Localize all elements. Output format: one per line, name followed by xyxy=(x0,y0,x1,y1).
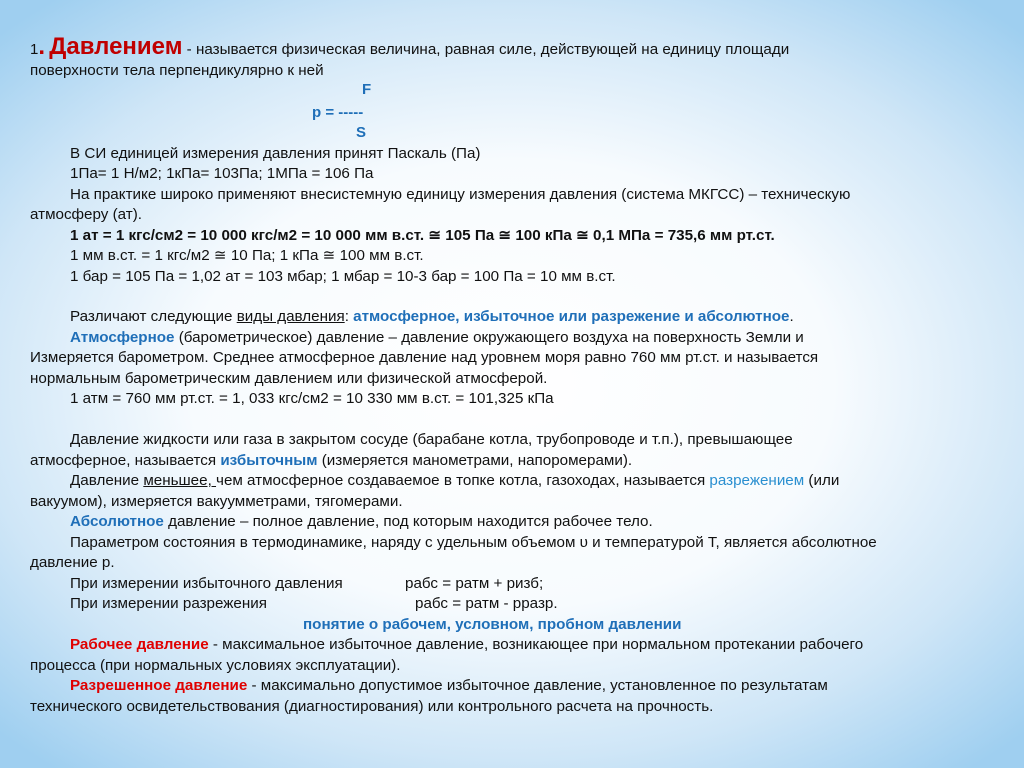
vacuum-text-c: (или xyxy=(804,472,840,489)
excess-line-6: Параметром состояния в термодинамике, наряду с удельным объемом υ и температурой Т, является абсолютное xyxy=(70,534,877,551)
atm-line-2: Измеряется барометром. Среднее атмосферное давление над уровнем моря равно 760 мм рт.ст. и называется xyxy=(30,349,819,366)
allowed-pressure-text: - максимально допустимое избыточное давление, установленное по результатам xyxy=(247,677,828,694)
si-line-4: атмосферу (ат). xyxy=(30,206,142,223)
excess-line-4: вакуумом), измеряется вакуумметрами, тягомерами. xyxy=(30,493,403,510)
formula-denominator: S xyxy=(356,124,367,141)
absolute-term: Абсолютное xyxy=(70,513,164,530)
working-pressure-term: Рабочее давление xyxy=(70,636,209,653)
allowed-pressure-line-2: технического освидетельствования (диагностирования) или контрольного расчета на прочность. xyxy=(30,698,714,715)
atm-line-3: нормальным барометрическим давлением или физической атмосферой. xyxy=(30,370,548,387)
si-line-2: 1Па= 1 Н/м2; 1кПа= 103Па; 1МПа = 106 Па xyxy=(70,165,374,182)
si-line-1: В СИ единицей измерения давления принят Паскаль (Па) xyxy=(70,145,481,162)
types-list: атмосферное, избыточное или разрежение и абсолютное xyxy=(353,308,790,325)
atm-text: (барометрическое) давление – давление окружающего воздуха на поверхность Земли и xyxy=(174,329,804,346)
types-intro xyxy=(70,308,794,326)
atm-line-4: 1 атм = 760 мм рт.ст. = 1, 033 кгс/см2 = 10 330 мм в.ст. = 101,325 кПа xyxy=(70,390,554,407)
excess-line-2 xyxy=(30,452,632,470)
vacuum-text-a: Давление xyxy=(70,472,144,489)
excess-line-7: давление р. xyxy=(30,554,115,571)
working-pressure-line-2: процесса (при нормальных условиях эксплуатации). xyxy=(30,657,401,674)
formula-excess-label: При измерении избыточного давления xyxy=(70,575,343,592)
formula-numerator: F xyxy=(362,81,372,98)
si-line-3: На практике широко применяют внесистемную единицу измерения давления (система МКГСС) – техническую xyxy=(70,186,851,203)
formula-lhs: p = ----- xyxy=(312,104,364,121)
vacuum-text-b: чем атмосферное создаваемое в топке котла, газоходах, называется xyxy=(216,472,710,489)
definition-text: - называется физическая величина, равная силе, действующей на единицу площади xyxy=(182,41,790,58)
types-intro-colon: : xyxy=(344,308,354,325)
atm-term: Атмосферное xyxy=(70,329,175,346)
vacuum-underlined: меньшее, xyxy=(143,472,217,489)
absolute-line xyxy=(70,513,653,531)
definition-line-1 xyxy=(30,33,790,60)
types-intro-end: . xyxy=(789,308,794,325)
vacuum-term: разрежением xyxy=(709,472,805,489)
si-line-7: 1 бар = 105 Па = 1,02 ат = 103 мбар; 1 мбар = 10-3 бар = 100 Па = 10 мм в.ст. xyxy=(70,268,616,285)
working-pressure-line xyxy=(70,636,863,654)
allowed-pressure-line xyxy=(70,677,828,695)
si-line-6: 1 мм в.ст. = 1 кгс/м2 ≅ 10 Па; 1 кПа ≅ 100 мм в.ст. xyxy=(70,247,424,264)
excess-text-a: атмосферное, называется xyxy=(30,452,221,469)
si-line-5: 1 ат = 1 кгс/см2 = 10 000 кгс/м2 = 10 000 мм в.ст. ≅ 105 Па ≅ 100 кПа ≅ 0,1 МПа = 735,6 мм рт.ст. xyxy=(70,227,775,244)
definition-term: Давлением xyxy=(49,33,183,60)
absolute-text: давление – полное давление, под которым находится рабочее тело. xyxy=(163,513,653,530)
definition-line-2: поверхности тела перпендикулярно к ней xyxy=(30,62,324,79)
types-intro-underlined: виды давления xyxy=(236,308,345,325)
excess-text-b: (измеряется манометрами, напоромерами). xyxy=(317,452,633,469)
excess-line-1: Давление жидкости или газа в закрытом сосуде (барабане котла, трубопроводе и т.п.), превышающее xyxy=(70,431,793,448)
atm-line-1 xyxy=(70,329,804,347)
item-number: 1 xyxy=(30,41,39,58)
excess-term: избыточным xyxy=(220,452,318,469)
formula-vacuum: рабс = ратм - рразр. xyxy=(415,595,558,612)
formula-excess: рабс = ратм + ризб; xyxy=(405,575,544,592)
types-intro-text: Различают следующие xyxy=(70,308,237,325)
excess-line-3 xyxy=(70,472,839,490)
allowed-pressure-term: Разрешенное давление xyxy=(70,677,248,694)
working-pressure-text: - максимальное избыточное давление, возникающее при нормальном протекании рабочего xyxy=(208,636,864,653)
formula-vacuum-label: При измерении разрежения xyxy=(70,595,267,612)
item-dot: . xyxy=(38,33,46,60)
concepts-heading: понятие о рабочем, условном, пробном давлении xyxy=(303,616,682,633)
